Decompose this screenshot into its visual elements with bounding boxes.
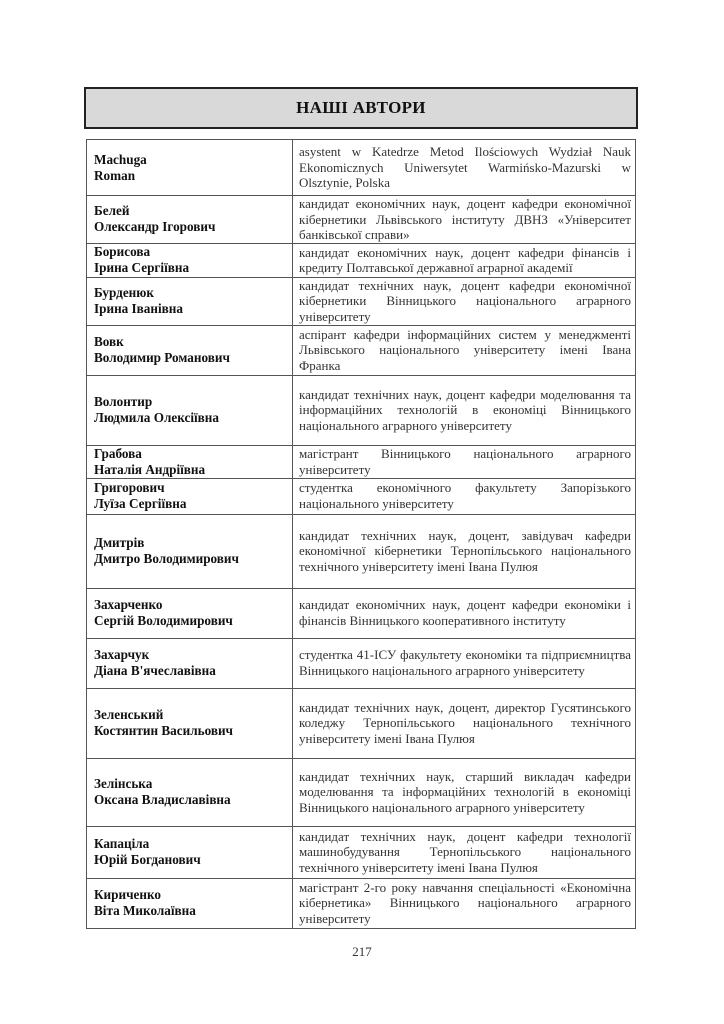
author-given-names: Володимир Романович	[94, 350, 230, 366]
author-surname: Грабова	[94, 445, 142, 461]
author-given-names: Віта Миколаївна	[94, 903, 196, 919]
author-name-cell	[87, 758, 293, 826]
authors-table	[86, 139, 636, 929]
author-surname: Зеленський	[94, 707, 164, 723]
author-surname: Machuga	[94, 151, 147, 167]
author-surname: Капацiла	[94, 836, 150, 852]
author-row	[87, 325, 636, 375]
author-description: студентка економічного факультету Запорізького національного університету	[293, 478, 636, 514]
author-description: магістрант Вінницького національного аграрного університету	[293, 445, 636, 478]
author-name-cell	[87, 878, 293, 928]
page-number: 217	[352, 944, 372, 959]
author-name-cell	[87, 445, 293, 478]
author-given-names: Сергій Володимирович	[94, 613, 233, 629]
author-name-cell	[87, 688, 293, 758]
author-row	[87, 445, 636, 478]
author-row	[87, 758, 636, 826]
author-name-cell	[87, 325, 293, 375]
author-description: кандидат технічних наук, доцент кафедри економічної кібернетики Вінницького національного аграрного університету	[293, 277, 636, 325]
author-surname: Захарченко	[94, 597, 163, 613]
author-surname: Зелінська	[94, 776, 153, 792]
author-given-names: Діана В'ячеславівна	[94, 663, 216, 679]
author-row	[87, 514, 636, 588]
author-given-names: Юрiй Богданович	[94, 852, 201, 868]
author-name-cell	[87, 243, 293, 277]
author-description: студентка 41-ІСУ факультету економіки та підприємництва Вінницького національного аграрного університету	[293, 638, 636, 688]
author-surname: Бурденюк	[94, 285, 154, 301]
author-surname: Белей	[94, 203, 130, 219]
section-title-box	[84, 87, 638, 129]
author-given-names: Луїза Сергіївна	[94, 496, 187, 512]
author-description: кандидат економічних наук, доцент кафедри економіки і фінансів Вінницького кооперативного інституту	[293, 588, 636, 638]
author-given-names: Ірина Сергіївна	[94, 260, 190, 276]
author-surname: Дмитрів	[94, 535, 145, 551]
author-row	[87, 638, 636, 688]
author-given-names: Наталія Андріївна	[94, 461, 206, 477]
author-row	[87, 196, 636, 244]
author-name-cell	[87, 478, 293, 514]
author-description: кандидат технічних наук, доцент кафедри моделювання та інформаційних технологій в економіці Вінницького національного аграрного університету	[293, 375, 636, 445]
author-name-cell	[87, 196, 293, 244]
author-description: кандидат економічних наук, доцент кафедри фінансів і кредиту Полтавської державної аграрної академії	[293, 243, 636, 277]
author-surname: Захарчук	[94, 647, 150, 663]
author-surname: Вовк	[94, 334, 124, 350]
author-surname: Григорович	[94, 480, 165, 496]
author-given-names: Оксана Владиславівна	[94, 792, 231, 808]
author-name-cell	[87, 375, 293, 445]
author-row	[87, 478, 636, 514]
author-description: магістрант 2-го року навчання спеціальності «Економічна кібернетика» Вінницького національного аграрного університету	[293, 878, 636, 928]
author-description: кандидат технічних наук, доцент кафедри технології машинобудування Тернопільського національного технічного університету імені Івана Пулюя	[293, 826, 636, 878]
author-description: кандидат технічних наук, старший викладач кафедри моделювання та інформаційних технологій в економіці Вінницького національного аграрного університету	[293, 758, 636, 826]
author-description: asystent w Katedrze Metod Ilościowych Wydział Nauk Ekonomicznych Uniwersytet Warmińsko-Mazurski w Olsztynie, Polska	[293, 140, 636, 196]
author-row	[87, 375, 636, 445]
author-surname: Кириченко	[94, 887, 161, 903]
author-row	[87, 243, 636, 277]
author-name-cell	[87, 277, 293, 325]
section-title: НАШІ АВТОРИ	[296, 98, 426, 117]
author-description: аспірант кафедри інформаційних систем у менеджменті Львівського національного університету імені Івана Франка	[293, 325, 636, 375]
author-description: кандидат технічних наук, доцент, завідувач кафедри економічної кібернетики Тернопільського національного технічного університету імені Івана Пулюя	[293, 514, 636, 588]
author-name-cell	[87, 588, 293, 638]
author-name-cell	[87, 140, 293, 196]
author-description: кандидат технічних наук, доцент, директор Гусятинського коледжу Тернопільського національного технічного університету імені Івана Пулюя	[293, 688, 636, 758]
author-given-names: Олександр Ігорович	[94, 219, 216, 235]
author-name-cell	[87, 638, 293, 688]
authors-table-body	[87, 140, 636, 929]
author-description: кандидат економічних наук, доцент кафедри економічної кібернетики Львівського інституту ДВНЗ «Університет банківської справи»	[293, 196, 636, 244]
author-given-names: Людмила Олексіївна	[94, 410, 219, 426]
author-row	[87, 277, 636, 325]
author-row	[87, 878, 636, 928]
author-name-cell	[87, 826, 293, 878]
author-row	[87, 826, 636, 878]
author-name-cell	[87, 514, 293, 588]
author-given-names: Костянтин Васильович	[94, 723, 233, 739]
author-given-names: Roman	[94, 167, 136, 183]
author-surname: Волонтир	[94, 394, 153, 410]
author-row	[87, 688, 636, 758]
author-row	[87, 588, 636, 638]
author-given-names: Ірина Іванівна	[94, 301, 183, 317]
author-surname: Борисова	[94, 244, 151, 260]
author-given-names: Дмитро Володимирович	[94, 551, 239, 567]
author-row	[87, 140, 636, 196]
